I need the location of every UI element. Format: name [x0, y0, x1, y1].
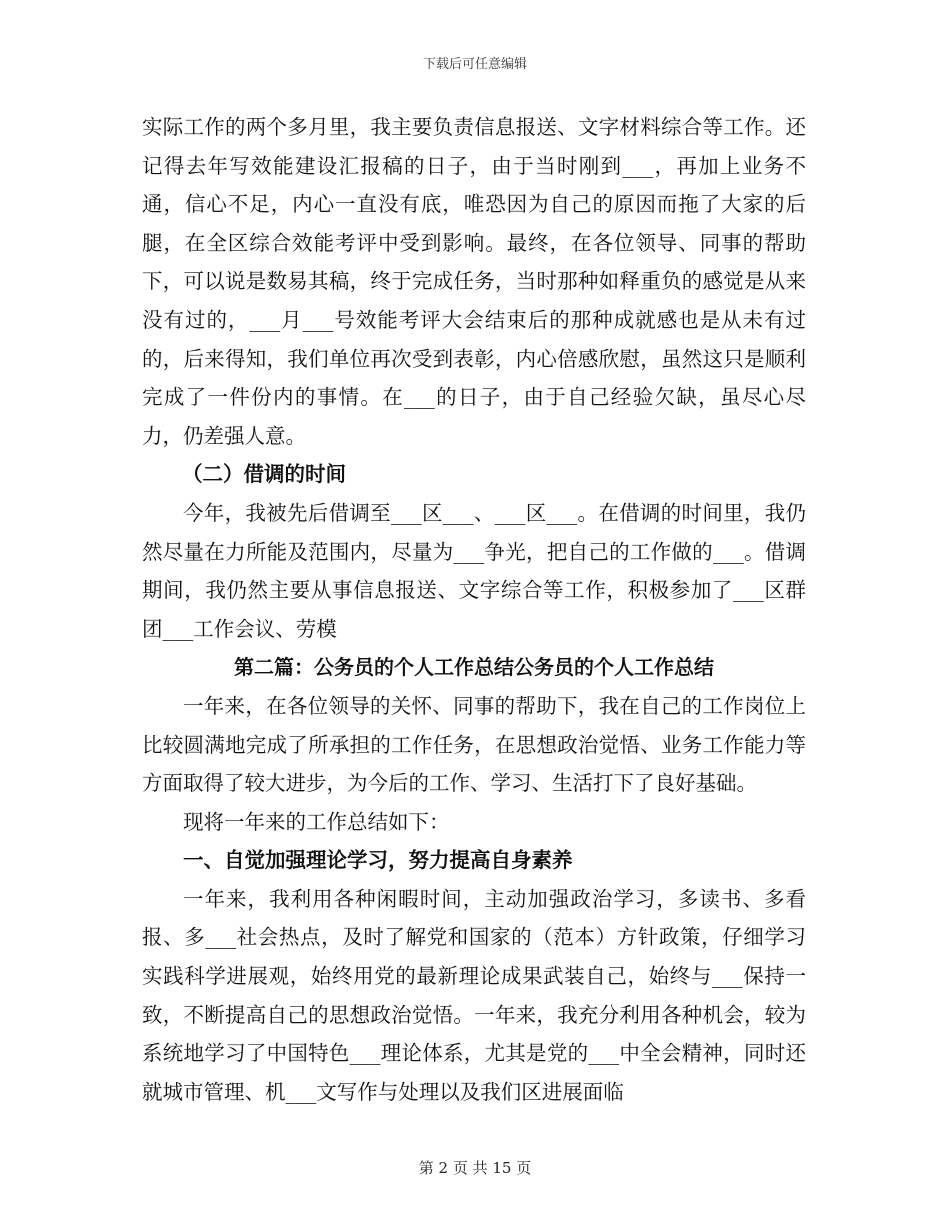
chapter-title: 第二篇：公务员的个人工作总结公务员的个人工作总结: [234, 655, 714, 680]
paragraph-secondment: 今年，我被先后借调至___区___、___区___。在借调的时间里，我仍然尽量在力所能及范围内，尽量为___争光，把自己的工作做的___。借调期间，我仍然主要从事信息报送、文字综合等工作，积极参加了___区群团___工作会议、劳模: [142, 500, 806, 641]
paragraph-intro: 一年来，在各位领导的关怀、同事的帮助下，我在自己的工作岗位上比较圆满地完成了所承担的工作任务，在思想政治觉悟、业务工作能力等方面取得了较大进步，为今后的工作、学习、生活打下了良好基础。: [142, 693, 806, 796]
paragraph-theory-study: 一年来，我利用各种闲暇时间，主动加强政治学习，多读书、多看报、多___社会热点，及时了解党和国家的（范本）方针政策，仔细学习实践科学进展观，始终用党的最新理论成果武装自己，始终与___保持一致，不断提高自己的思想政治觉悟。一年来，我充分利用各种机会，较为系统地学习了中国特色___理论体系，尤其是党的___中全会精神，同时还就城市管理、机___文写作与处理以及我们区进展面临: [142, 886, 806, 1104]
page-header: 下载后可任意编辑: [422, 57, 527, 72]
paragraph-summary-lead: 现将一年来的工作总结如下：: [183, 809, 450, 834]
section-heading-theory: 一、自觉加强理论学习，努力提高自身素养: [183, 848, 573, 873]
subheading-secondment: （二）借调的时间: [182, 462, 346, 487]
page-footer: 第 2 页 共 15 页: [418, 1159, 532, 1177]
paragraph-work-experience: 实际工作的两个多月里，我主要负责信息报送、文字材料综合等工作。还记得去年写效能建设汇报稿的日子，由于当时刚到___，再加上业务不通，信心不足，内心一直没有底，唯恐因为自己的原因而拖了大家的后腿，在全区综合效能考评中受到影响。最终，在各位领导、同事的帮助下，可以说是数易其稿，终于完成任务，当时那种如释重负的感觉是从来没有过的，___月___号效能考评大会结束后的那种成就感也是从未有过的，后来得知，我们单位再次受到表彰，内心倍感欣慰，虽然这只是顺利完成了一件份内的事情。在___的日子，由于自己经验欠缺，虽尽心尽力，仍差强人意。: [142, 115, 806, 448]
document-body: [142, 108, 806, 1111]
